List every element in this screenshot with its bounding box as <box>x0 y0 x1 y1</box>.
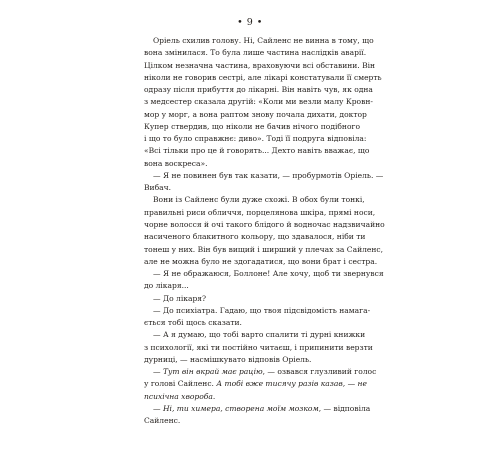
text-segment: , — відповіла <box>318 403 371 413</box>
text-line <box>144 60 376 72</box>
text-line <box>144 207 376 219</box>
text-segment: мор у морг, а вона раптом знову почала дихати, доктор <box>144 109 367 119</box>
text-line <box>144 158 360 170</box>
body-text <box>144 35 385 428</box>
text-line <box>144 244 384 256</box>
text-segment: ніколи не говорив сестрі, але лікарі констатували її смерть <box>144 72 382 82</box>
text-segment: Тут він вкрай має рацію <box>162 367 263 377</box>
text-segment: — До лікаря? <box>153 293 207 303</box>
text-line <box>144 305 371 317</box>
text-line <box>144 256 378 268</box>
text-line <box>144 378 367 390</box>
text-line <box>144 403 371 415</box>
text-segment: правильні риси обличчя, порцелянова шкіра, прямі носи, <box>144 207 376 217</box>
text-segment: Купер ствердив, що ніколи не бачив нічого подібного <box>144 121 360 131</box>
text-line <box>144 280 360 292</box>
text-segment: , — озвався глузливий голос <box>262 367 377 377</box>
text-segment: Вибач. <box>144 183 172 193</box>
text-line <box>144 96 373 108</box>
text-line <box>144 293 360 305</box>
text-segment-italic: А тобі вже тисячу разів казав, — не <box>216 379 367 389</box>
text-line <box>144 268 384 280</box>
text-segment: — <box>153 367 163 377</box>
text-line <box>144 354 360 366</box>
text-segment: — <box>153 403 163 413</box>
text-line <box>144 391 360 403</box>
text-segment: — Я не ображаюся, Боллоне! Але хочу, щоб ти звернувся <box>153 269 384 279</box>
text-segment: тонеш у них. Він був вищий і ширший у плечах за Сайленс, <box>144 244 384 254</box>
text-line <box>144 47 367 59</box>
text-segment: Ні, ти химера, створена моїм мозком <box>162 403 319 413</box>
text-line <box>144 84 373 96</box>
text-line <box>144 342 373 354</box>
text-segment: дурниці, — насмішкувато відповів Оріель. <box>144 354 312 364</box>
text-line <box>144 194 365 206</box>
text-line <box>144 145 370 157</box>
text-segment: «Всі тільки про це й говорять... Дехто навіть вважає, що <box>144 146 370 156</box>
text-segment: вона змінилася. То була лише частина наслідків аварії. <box>144 48 367 58</box>
text-line <box>144 109 367 121</box>
text-line <box>144 72 382 84</box>
text-segment: і що то було справжнє: диво». Тоді її подруга відповіла: <box>144 134 367 144</box>
text-line <box>144 317 360 329</box>
text-line <box>144 35 374 47</box>
text-line <box>144 219 385 231</box>
text-segment: у голові Сайленс. <box>144 379 217 389</box>
text-line <box>144 121 360 133</box>
text-segment: Вони із Сайленс були дуже схожі. В обох були тонкі, <box>153 195 365 205</box>
page-number: • 9 • <box>237 17 263 28</box>
text-segment: Оріель схилив голову. Ні, Сайленс не винна в тому, що <box>153 36 374 45</box>
text-line <box>144 329 366 341</box>
text-line <box>144 133 367 145</box>
text-segment: — Я не повинен був так казати, — пробурмотів Оріель. — <box>153 170 384 180</box>
text-segment: психічна хвороба. <box>144 391 216 401</box>
text-segment: з психології, які ти постійно читаєш, і припинити верзти <box>144 342 373 352</box>
text-segment: до лікаря... <box>144 281 189 291</box>
text-line <box>144 415 360 427</box>
text-segment: Цілком незначна частина, враховуючи всі обставини. Він <box>144 60 376 70</box>
text-segment: Сайленс. <box>144 416 181 426</box>
text-segment: з медсестер сказала другій: «Коли ми везли малу Кровн- <box>144 97 373 107</box>
text-line <box>144 231 366 243</box>
text-segment: вона воскреса». <box>144 158 208 168</box>
text-segment: насиченого блакитного кольору, що здавалося, ніби ти <box>144 232 366 242</box>
text-line <box>144 182 360 194</box>
text-segment: — А я думаю, що тобі варто спалити ті дурні книжки <box>153 330 366 340</box>
text-line <box>144 366 377 378</box>
text-segment: одразу після прибуття до лікарні. Він навіть чув, як одна <box>144 85 373 95</box>
text-segment: ється тобі щось сказати. <box>144 318 242 328</box>
text-segment: але не можна було не здогадатися, що вони брат і сестра. <box>144 256 378 266</box>
text-segment: — До психіатра. Гадаю, що твоя підсвідомість намага- <box>153 305 371 315</box>
text-segment: чорне волосся й очі такого блідого й водночас надзвичайно <box>144 219 385 229</box>
text-line <box>144 170 384 182</box>
